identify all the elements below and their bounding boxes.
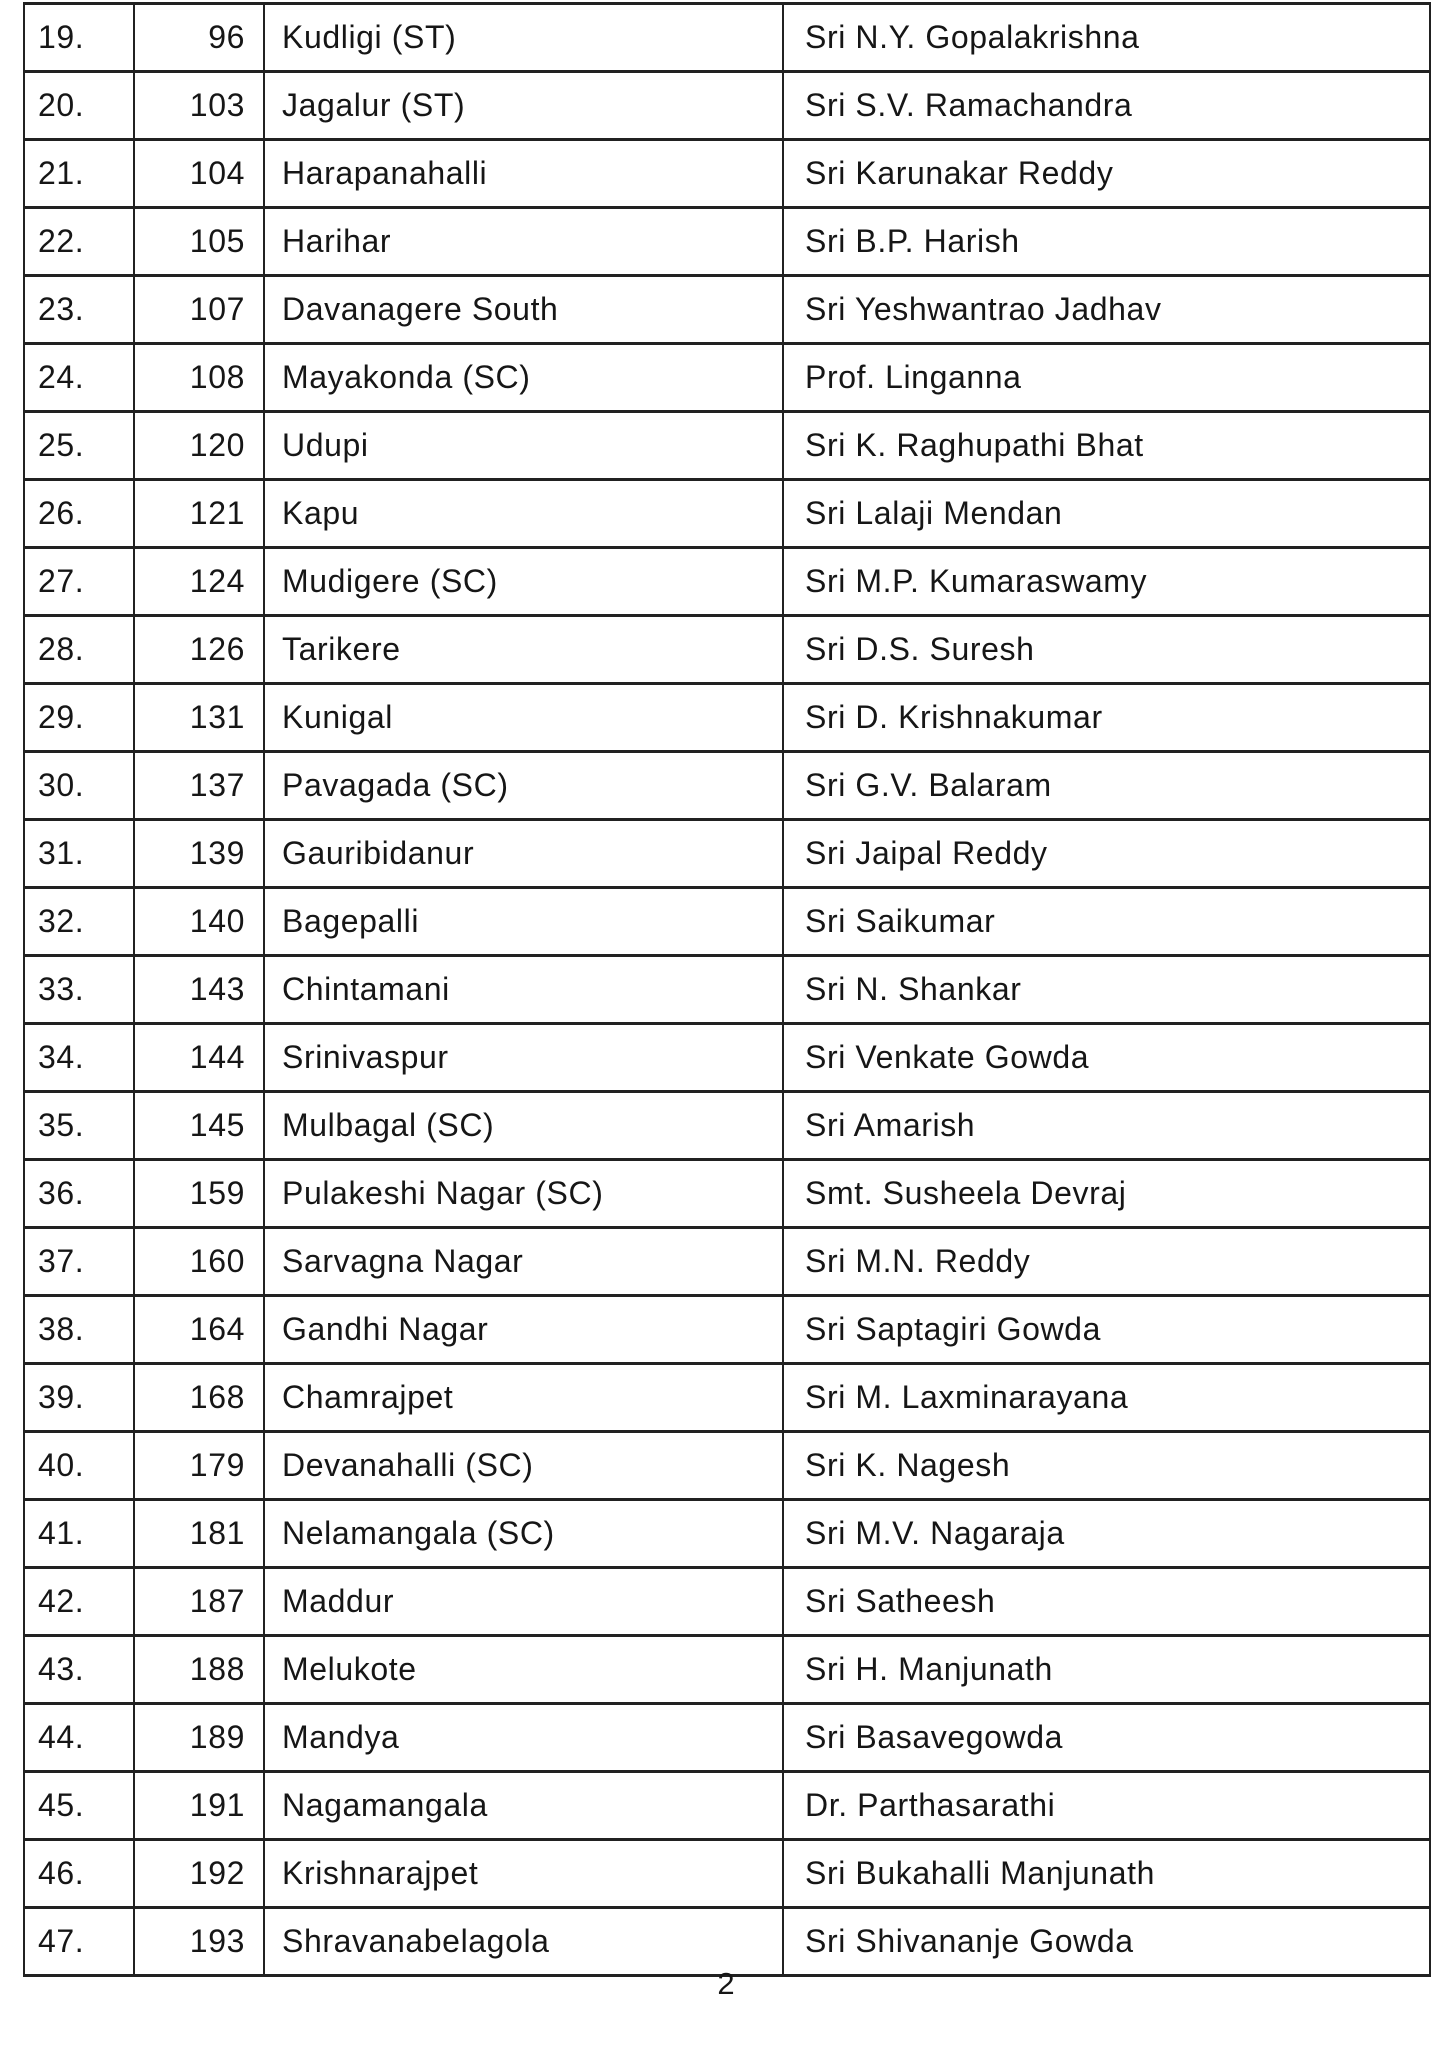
number-cell: 144: [134, 1024, 264, 1092]
constituency-cell: Kudligi (ST): [264, 4, 783, 72]
constituency-cell: Bagepalli: [264, 888, 783, 956]
member-cell: Sri N.Y. Gopalakrishna: [783, 4, 1430, 72]
constituency-cell: Nelamangala (SC): [264, 1500, 783, 1568]
constituency-cell: Mudigere (SC): [264, 548, 783, 616]
table-row: [24, 276, 1430, 344]
number-cell: 187: [134, 1568, 264, 1636]
member-cell: Sri Venkate Gowda: [783, 1024, 1430, 1092]
number-cell: 191: [134, 1772, 264, 1840]
number-cell: 164: [134, 1296, 264, 1364]
number-cell: 96: [134, 4, 264, 72]
member-cell: Sri M.V. Nagaraja: [783, 1500, 1430, 1568]
table-row: [24, 412, 1430, 480]
constituency-cell: Kunigal: [264, 684, 783, 752]
serial-cell: 27.: [24, 548, 134, 616]
number-cell: 145: [134, 1092, 264, 1160]
constituency-cell: Udupi: [264, 412, 783, 480]
constituency-cell: Melukote: [264, 1636, 783, 1704]
constituency-cell: Pulakeshi Nagar (SC): [264, 1160, 783, 1228]
table-row: [24, 956, 1430, 1024]
serial-cell: 38.: [24, 1296, 134, 1364]
number-cell: 121: [134, 480, 264, 548]
constituency-cell: Devanahalli (SC): [264, 1432, 783, 1500]
serial-cell: 31.: [24, 820, 134, 888]
number-cell: 140: [134, 888, 264, 956]
member-cell: Sri M.N. Reddy: [783, 1228, 1430, 1296]
constituency-cell: Srinivaspur: [264, 1024, 783, 1092]
table-row: [24, 616, 1430, 684]
member-cell: Sri Yeshwantrao Jadhav: [783, 276, 1430, 344]
constituency-cell: Mulbagal (SC): [264, 1092, 783, 1160]
table-row: [24, 548, 1430, 616]
member-cell: Sri Saptagiri Gowda: [783, 1296, 1430, 1364]
member-cell: Smt. Susheela Devraj: [783, 1160, 1430, 1228]
table-row: [24, 208, 1430, 276]
number-cell: 107: [134, 276, 264, 344]
number-cell: 139: [134, 820, 264, 888]
member-cell: Sri D. Krishnakumar: [783, 684, 1430, 752]
number-cell: 104: [134, 140, 264, 208]
member-cell: Sri M.P. Kumaraswamy: [783, 548, 1430, 616]
serial-cell: 22.: [24, 208, 134, 276]
table-row: [24, 344, 1430, 412]
number-cell: 181: [134, 1500, 264, 1568]
constituency-cell: Kapu: [264, 480, 783, 548]
constituency-cell: Krishnarajpet: [264, 1840, 783, 1908]
constituency-cell: Chintamani: [264, 956, 783, 1024]
number-cell: 193: [134, 1908, 264, 1976]
table-row: [24, 1432, 1430, 1500]
table-row: [24, 1840, 1430, 1908]
number-cell: 192: [134, 1840, 264, 1908]
serial-cell: 46.: [24, 1840, 134, 1908]
serial-cell: 21.: [24, 140, 134, 208]
serial-cell: 34.: [24, 1024, 134, 1092]
table-row: [24, 1772, 1430, 1840]
constituency-cell: Gauribidanur: [264, 820, 783, 888]
serial-cell: 23.: [24, 276, 134, 344]
number-cell: 108: [134, 344, 264, 412]
number-cell: 126: [134, 616, 264, 684]
constituency-cell: Shravanabelagola: [264, 1908, 783, 1976]
table-row: [24, 1228, 1430, 1296]
member-cell: Dr. Parthasarathi: [783, 1772, 1430, 1840]
number-cell: 131: [134, 684, 264, 752]
serial-cell: 29.: [24, 684, 134, 752]
table-row: [24, 4, 1430, 72]
serial-cell: 19.: [24, 4, 134, 72]
constituency-cell: Maddur: [264, 1568, 783, 1636]
number-cell: 159: [134, 1160, 264, 1228]
constituency-cell: Gandhi Nagar: [264, 1296, 783, 1364]
member-cell: Sri N. Shankar: [783, 956, 1430, 1024]
serial-cell: 35.: [24, 1092, 134, 1160]
number-cell: 103: [134, 72, 264, 140]
page-number: 2: [717, 1966, 735, 2001]
table-row: [24, 1500, 1430, 1568]
serial-cell: 41.: [24, 1500, 134, 1568]
table-row: [24, 888, 1430, 956]
table-row: [24, 1092, 1430, 1160]
serial-cell: 32.: [24, 888, 134, 956]
number-cell: 137: [134, 752, 264, 820]
table-row: [24, 752, 1430, 820]
table-row: [24, 140, 1430, 208]
table-row: [24, 820, 1430, 888]
member-cell: Sri H. Manjunath: [783, 1636, 1430, 1704]
serial-cell: 28.: [24, 616, 134, 684]
member-cell: Sri Jaipal Reddy: [783, 820, 1430, 888]
member-cell: Sri B.P. Harish: [783, 208, 1430, 276]
member-cell: Sri M. Laxminarayana: [783, 1364, 1430, 1432]
member-cell: Sri Karunakar Reddy: [783, 140, 1430, 208]
serial-cell: 36.: [24, 1160, 134, 1228]
constituency-table: [23, 2, 1431, 1977]
member-cell: Prof. Linganna: [783, 344, 1430, 412]
serial-cell: 42.: [24, 1568, 134, 1636]
table-row: [24, 1364, 1430, 1432]
serial-cell: 26.: [24, 480, 134, 548]
member-cell: Sri Bukahalli Manjunath: [783, 1840, 1430, 1908]
constituency-cell: Tarikere: [264, 616, 783, 684]
number-cell: 143: [134, 956, 264, 1024]
table-row: [24, 1024, 1430, 1092]
serial-cell: 45.: [24, 1772, 134, 1840]
number-cell: 179: [134, 1432, 264, 1500]
table-row: [24, 684, 1430, 752]
table-row: [24, 72, 1430, 140]
member-cell: Sri K. Raghupathi Bhat: [783, 412, 1430, 480]
table-row: [24, 1160, 1430, 1228]
constituency-cell: Mayakonda (SC): [264, 344, 783, 412]
table-row: [24, 1568, 1430, 1636]
serial-cell: 40.: [24, 1432, 134, 1500]
number-cell: 189: [134, 1704, 264, 1772]
member-cell: Sri Satheesh: [783, 1568, 1430, 1636]
member-cell: Sri Basavegowda: [783, 1704, 1430, 1772]
table-row: [24, 1636, 1430, 1704]
constituency-cell: Harihar: [264, 208, 783, 276]
serial-cell: 43.: [24, 1636, 134, 1704]
number-cell: 160: [134, 1228, 264, 1296]
constituency-cell: Jagalur (ST): [264, 72, 783, 140]
member-cell: Sri G.V. Balaram: [783, 752, 1430, 820]
serial-cell: 20.: [24, 72, 134, 140]
constituency-cell: Harapanahalli: [264, 140, 783, 208]
number-cell: 120: [134, 412, 264, 480]
constituency-cell: Sarvagna Nagar: [264, 1228, 783, 1296]
table-body: [24, 4, 1430, 1976]
member-cell: Sri D.S. Suresh: [783, 616, 1430, 684]
serial-cell: 44.: [24, 1704, 134, 1772]
constituency-cell: Chamrajpet: [264, 1364, 783, 1432]
member-cell: Sri Shivananje Gowda: [783, 1908, 1430, 1976]
number-cell: 188: [134, 1636, 264, 1704]
serial-cell: 39.: [24, 1364, 134, 1432]
member-cell: Sri Lalaji Mendan: [783, 480, 1430, 548]
constituency-cell: Nagamangala: [264, 1772, 783, 1840]
constituency-cell: Mandya: [264, 1704, 783, 1772]
serial-cell: 33.: [24, 956, 134, 1024]
number-cell: 124: [134, 548, 264, 616]
table-row: [24, 1704, 1430, 1772]
number-cell: 168: [134, 1364, 264, 1432]
serial-cell: 24.: [24, 344, 134, 412]
member-cell: Sri K. Nagesh: [783, 1432, 1430, 1500]
serial-cell: 47.: [24, 1908, 134, 1976]
member-cell: Sri Amarish: [783, 1092, 1430, 1160]
serial-cell: 30.: [24, 752, 134, 820]
constituency-cell: Davanagere South: [264, 276, 783, 344]
serial-cell: 25.: [24, 412, 134, 480]
member-cell: Sri S.V. Ramachandra: [783, 72, 1430, 140]
number-cell: 105: [134, 208, 264, 276]
member-cell: Sri Saikumar: [783, 888, 1430, 956]
table-row: [24, 1296, 1430, 1364]
table-row: [24, 480, 1430, 548]
constituency-cell: Pavagada (SC): [264, 752, 783, 820]
serial-cell: 37.: [24, 1228, 134, 1296]
